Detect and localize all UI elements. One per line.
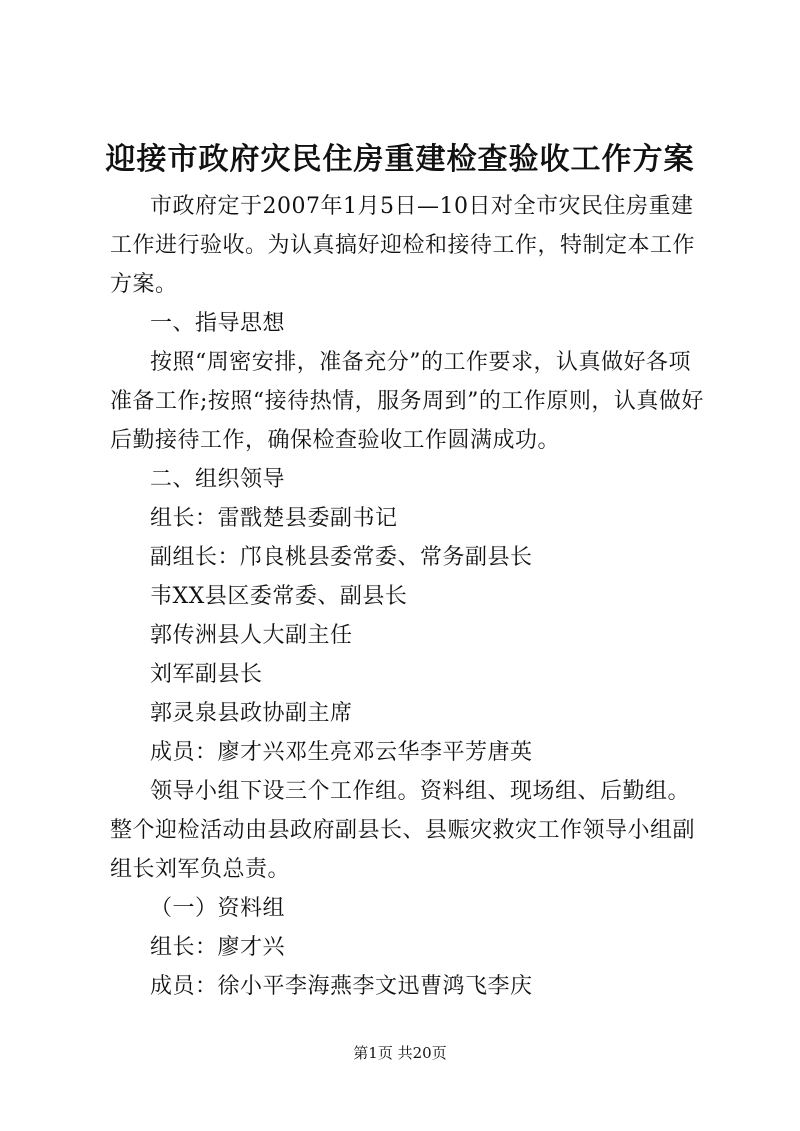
- deputy-leader-line: 副组长：邝良桃县委常委、常务副县长: [150, 545, 533, 570]
- guiding-ideology-paragraph: 按照“周密安排，准备充分”的工作要求，认真做好各项准备工作;按照“接待热情，服务周到”的工作原则，认真做好后勤接待工作，确保检查验收工作圆满成功。: [110, 350, 704, 453]
- subsection-heading-materials-group: （一）资料组: [150, 896, 286, 921]
- members-line: 成员：廖才兴邓生亮邓云华李平芳唐英: [150, 740, 533, 765]
- deputy-leader-line-4: 刘军副县长: [150, 662, 263, 687]
- document-title: 迎接市政府灾民住房重建检查验收工作方案: [105, 142, 695, 177]
- working-groups-paragraph: 领导小组下设三个工作组。资料组、现场组、后勤组。整个迎检活动由县政府副县长、县赈灾救灾工作领导小组副组长刘军负总责。: [110, 779, 696, 882]
- deputy-leader-line-2: 韦XX县区委常委、副县长: [150, 584, 408, 609]
- intro-paragraph: 市政府定于2007年1月5日—10日对全市灾民住房重建工作进行验收。为认真搞好迎检和接待工作，特制定本工作方案。: [110, 194, 696, 297]
- page-number-footer: 第1页 共20页: [353, 1044, 447, 1062]
- materials-group-leader-line: 组长：廖才兴: [150, 935, 286, 960]
- section-heading-organization: 二、组织领导: [150, 467, 286, 492]
- materials-group-members-line: 成员：徐小平李海燕李文迅曹鸿飞李庆: [150, 974, 533, 999]
- deputy-leader-line-5: 郭灵泉县政协副主席: [150, 701, 353, 726]
- deputy-leader-line-3: 郭传洲县人大副主任: [150, 623, 353, 648]
- group-leader-line: 组长：雷戬楚县委副书记: [150, 506, 398, 531]
- document-body: [110, 187, 710, 1006]
- section-heading-guiding-ideology: 一、指导思想: [150, 311, 286, 336]
